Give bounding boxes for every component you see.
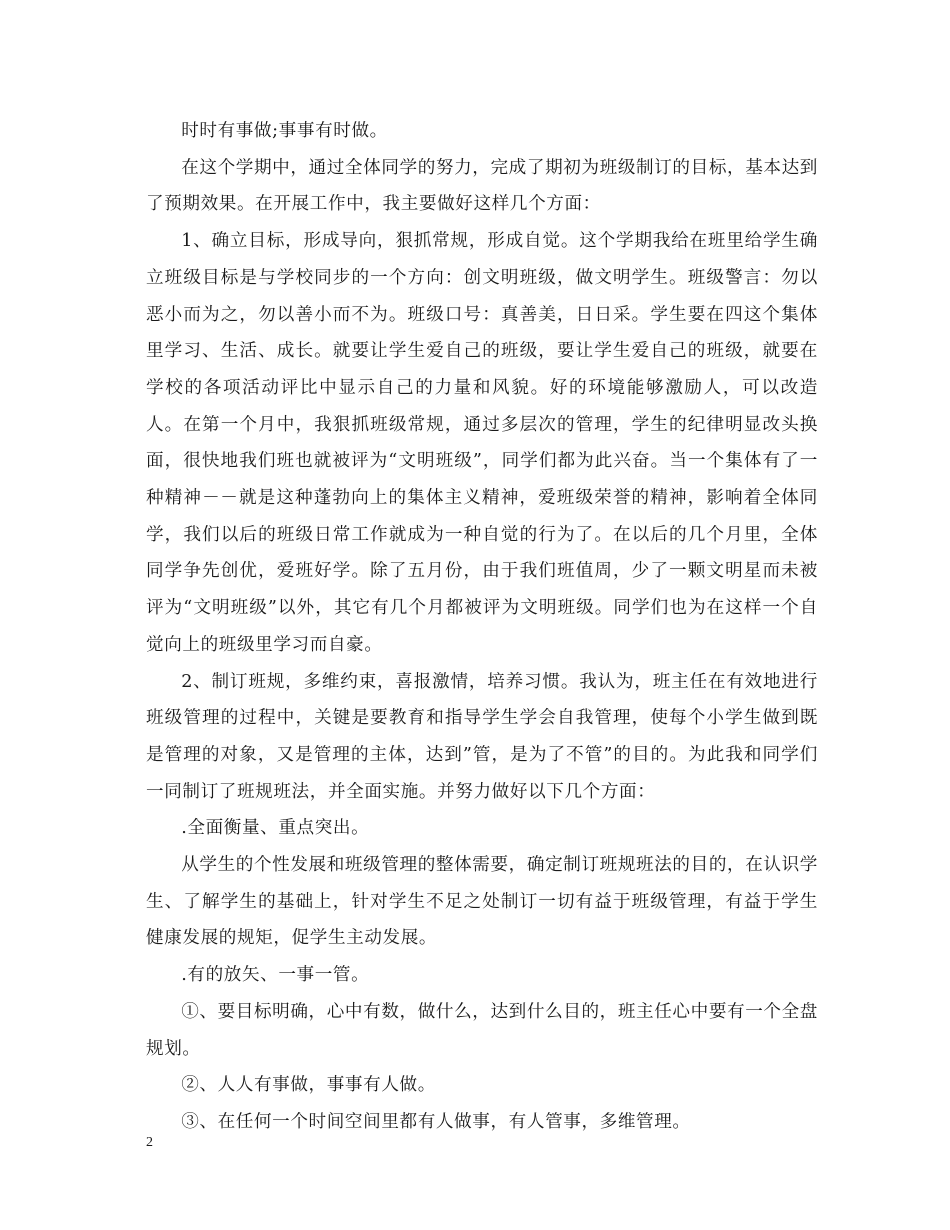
paragraph-10: ③、在任何一个时间空间里都有人做事，有人管事，多维管理。 bbox=[181, 1111, 691, 1132]
document-body bbox=[146, 113, 818, 1141]
paragraph-2: 在这个学期中，通过全体同学的努力，完成了期初为班级制订的目标，基本达到了预期效果。在开展工作中，我主要做好这样几个方面： bbox=[146, 157, 818, 215]
paragraph-6: 从学生的个性发展和班级管理的整体需要，确定制订班规班法的目的，在认识学生、了解学生的基础上，针对学生不足之处制订一切有益于班级管理，有益于学生健康发展的规矩，促学生主动发展。 bbox=[146, 855, 818, 949]
page-number: 2 bbox=[146, 1135, 153, 1150]
paragraph-8: ①、要目标明确，心中有数，做什么，达到什么目的，班主任心中要有一个全盘规划。 bbox=[146, 1001, 818, 1059]
paragraph-3: 1、确立目标，形成导向，狠抓常规，形成自觉。这个学期我给在班里给学生确立班级目标是与学校同步的一个方向：创文明班级，做文明学生。班级警言：勿以恶小而为之，勿以善小而不为。班级口号：真善美，日日采。学生要在四这个集体里学习、生活、成长。就要让学生爱自己的班级，要让学生爱自己的班级，就要在学校的各项活动评比中显示自己的力量和风貌。好的环境能够激励人，可以改造人。在第一个月中，我狠抓班级常规，通过多层次的管理，学生的纪律明显改头换面，很快地我们班也就被评为“文明班级”，同学们都为此兴奋。当一个集体有了一种精神－－就是这种蓬勃向上的集体主义精神，爱班级荣誉的精神，影响着全体同学，我们以后的班级日常工作就成为一种自觉的行为了。在以后的几个月里，全体同学争先创优，爱班好学。除了五月份，由于我们班值周，少了一颗文明星而未被评为“文明班级”以外，其它有几个月都被评为文明班级。同学们也为在这样一个自觉向上的班级里学习而自豪。 bbox=[146, 231, 818, 655]
paragraph-9: ②、人人有事做，事事有人做。 bbox=[181, 1075, 436, 1096]
paragraph-7: .有的放矢、一事一管。 bbox=[181, 965, 370, 986]
paragraph-4: 2、制订班规，多维约束，喜报激情，培养习惯。我认为，班主任在有效地进行班级管理的过程中，关键是要教育和指导学生学会自我管理，使每个小学生做到既是管理的对象，又是管理的主体，达到”管，是为了不管”的目的。为此我和同学们一同制订了班规班法，并全面实施。并努力做好以下几个方面： bbox=[146, 671, 818, 802]
paragraph-1: 时时有事做;事事有时做。 bbox=[181, 121, 388, 141]
paragraph-5: .全面衡量、重点突出。 bbox=[181, 818, 370, 839]
